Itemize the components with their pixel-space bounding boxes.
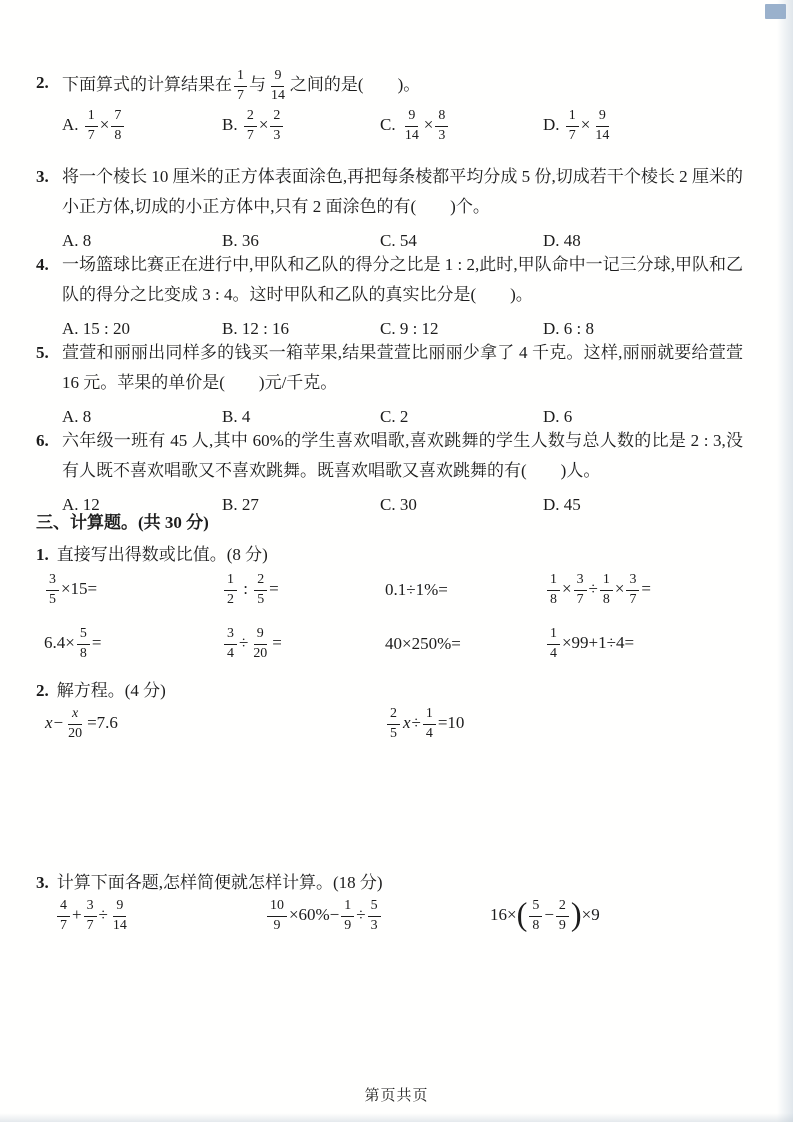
option-a: A. 12 xyxy=(62,495,100,514)
question-body xyxy=(62,162,743,256)
option-d: D. 45 xyxy=(543,495,581,514)
question-body xyxy=(62,250,743,344)
option-b: B. 27 xyxy=(222,495,259,514)
option-d: D. 48 xyxy=(543,231,581,250)
question-number: 3. xyxy=(36,167,49,186)
question-stem: 下面算式的计算结果在 $\frac{1}{7}$ 与 $\frac{9}{14}$ 之间的是( )。 xyxy=(62,68,421,103)
question-4 xyxy=(36,250,743,344)
page-footer: 第页共页 xyxy=(364,1088,429,1104)
subquestion-number: 1. xyxy=(36,545,49,564)
subquestion-1-title xyxy=(36,540,743,570)
question-number: 5. xyxy=(36,343,49,362)
option-a: A. $\frac{1}{7}$ × $\frac{7}{8}$ xyxy=(62,108,222,144)
equations-row xyxy=(44,706,743,742)
scan-bottom-edge xyxy=(0,1113,793,1122)
subquestion-text: 计算下面各题,怎样简便就怎样计算。(18 分) xyxy=(56,873,383,892)
question-body xyxy=(62,338,743,432)
expression-item: 16×( $\frac{5}{8}$ − $\frac{2}{9}$ )×9 xyxy=(490,896,600,933)
question-number: 2. xyxy=(36,73,49,92)
question-number: 4. xyxy=(36,255,49,274)
option-c: C. 54 xyxy=(380,231,417,250)
question-5 xyxy=(36,338,743,432)
calc-item: 0.1÷1%= xyxy=(385,580,448,600)
option-c: C. 30 xyxy=(380,495,417,514)
equation-item: x− $\frac{x}{20}$ =7.6 xyxy=(45,706,118,741)
option-d: D. $\frac{1}{7}$ × $\frac{9}{14}$ xyxy=(543,108,610,144)
expression-item: $\frac{4}{7}$ + $\frac{3}{7}$ ÷ $\frac{9}{14}$ xyxy=(55,898,265,934)
subquestion-text: 直接写出得数或比值。(8 分) xyxy=(56,545,268,564)
option-c: C. 2 xyxy=(380,407,409,426)
question-6 xyxy=(36,426,743,520)
calc-row-1 xyxy=(44,572,743,608)
calc-row-2 xyxy=(44,626,743,662)
option-d: D. 6 : 8 xyxy=(543,319,594,338)
question-body xyxy=(62,68,743,145)
question-2 xyxy=(36,68,743,145)
option-b: B. $\frac{2}{7}$ × $\frac{2}{3}$ xyxy=(222,108,380,144)
option-b: B. 36 xyxy=(222,231,259,250)
calc-item: 6.4× $\frac{5}{8}$ = xyxy=(44,626,102,661)
question-3 xyxy=(36,162,743,256)
option-c: C. 9 : 12 xyxy=(380,319,439,338)
subquestion-2-title xyxy=(36,676,743,706)
calc-item: $\frac{3}{5}$ ×15= xyxy=(44,572,222,608)
option-b: B. 4 xyxy=(222,407,251,426)
calc-item: 40×250%= xyxy=(385,634,461,654)
expressions-row xyxy=(55,898,743,934)
question-stem: 将一个棱长 10 厘米的正方体表面涂色,再把每条棱都平均分成 5 份,切成若干个棱长 2 厘米的小正方体,切成的小正方体中,只有 2 面涂色的有( )个。 xyxy=(62,167,743,216)
question-number: 6. xyxy=(36,431,49,450)
option-d: D. 6 xyxy=(543,407,573,426)
question-stem: 一场篮球比赛正在进行中,甲队和乙队的得分之比是 1 : 2,此时,甲队命中一记三分球,甲队和乙队的得分之比变成 3 : 4。这时甲队和乙队的真实比分是( )。 xyxy=(62,255,743,304)
calc-item: $\frac{1}{4}$ ×99+1÷4= xyxy=(545,626,743,662)
option-b: B. 12 : 16 xyxy=(222,319,290,338)
option-c: C. $\frac{9}{14}$ × $\frac{8}{3}$ xyxy=(380,108,543,144)
option-a: A. 8 xyxy=(62,407,92,426)
subquestion-text: 解方程。(4 分) xyxy=(56,681,166,700)
expression-item: $\frac{10}{9}$ ×60%− $\frac{1}{9}$ ÷ $\frac{5}{3}$ xyxy=(265,898,490,934)
scan-corner-mark xyxy=(765,4,786,19)
subquestion-3-title xyxy=(36,868,743,898)
question-stem: 萱萱和丽丽出同样多的钱买一箱苹果,结果萱萱比丽丽少拿了 4 千克。这样,丽丽就要给萱萱 16 元。苹果的单价是( )元/千克。 xyxy=(62,343,743,392)
question-body xyxy=(62,426,743,520)
options-row xyxy=(62,108,743,144)
calc-item: $\frac{1}{2}$ : $\frac{2}{5}$ = xyxy=(222,572,385,608)
option-a: A. 15 : 20 xyxy=(62,319,130,338)
option-a: A. 8 xyxy=(62,231,92,250)
equation-item: $\frac{2}{5}$ x÷ $\frac{1}{4}$ =10 xyxy=(385,706,743,742)
calc-item: $\frac{3}{4}$ ÷ $\frac{9}{20}$ = xyxy=(222,626,385,662)
section-title-calculation: 三、计算题。(共 30 分) xyxy=(36,513,209,532)
subquestion-number: 3. xyxy=(36,873,49,892)
question-stem: 六年级一班有 45 人,其中 60%的学生喜欢唱歌,喜欢跳舞的学生人数与总人数的比是 2 : 3,没有人既不喜欢唱歌又不喜欢跳舞。既喜欢唱歌又喜欢跳舞的有( )人。 xyxy=(62,431,743,480)
scan-right-edge xyxy=(777,0,793,1122)
calc-item: $\frac{1}{8}$ × $\frac{3}{7}$ ÷ $\frac{1}{8}$ × $\frac{3}{7}$ = xyxy=(545,572,743,608)
subquestion-number: 2. xyxy=(36,681,49,700)
